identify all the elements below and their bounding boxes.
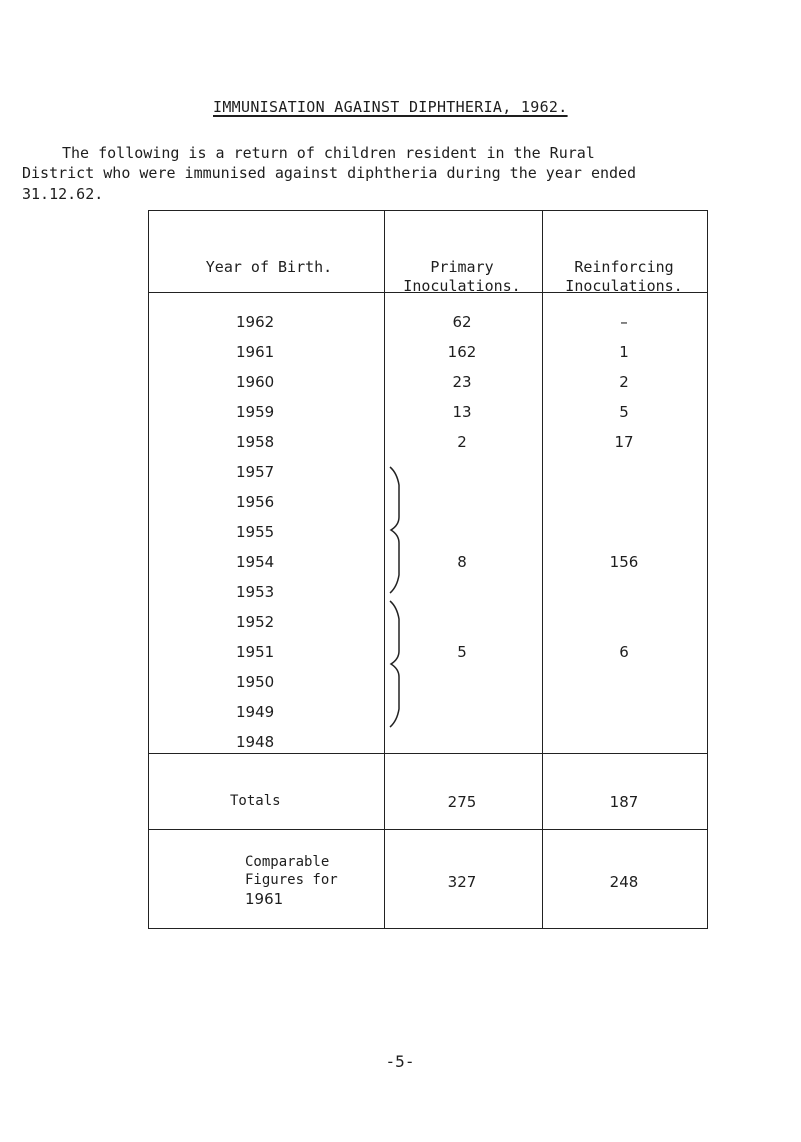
year-cell: 1948: [236, 733, 275, 751]
group-1952-1948-primary: 5: [457, 643, 467, 661]
primary-cell: 2: [457, 433, 467, 451]
group-1952-1948-brace: [388, 599, 404, 729]
totals-bottom-rule: [148, 829, 708, 830]
year-cell: 1956: [236, 493, 275, 511]
group-1957-1953-primary: 8: [457, 553, 467, 571]
totals-label: Totals: [230, 793, 281, 809]
group-1957-1953-brace: [388, 465, 404, 595]
year-cell: 1951: [236, 643, 275, 661]
table-top-rule: [148, 210, 708, 211]
intro-line-1: The following is a return of children resident in the Rural: [62, 144, 595, 162]
year-cell: 1962: [236, 313, 275, 331]
comparable-reinforcing: 248: [609, 873, 639, 891]
table-left-rule: [148, 210, 149, 928]
page-number: -5-: [385, 1052, 415, 1071]
year-cell: 1953: [236, 583, 275, 601]
reinforcing-cell: 17: [614, 433, 634, 451]
comparable-label-line-1: Comparable: [245, 854, 330, 870]
primary-cell: 162: [447, 343, 477, 361]
group-1957-1953-reinforcing: 156: [609, 553, 639, 571]
year-cell: 1955: [236, 523, 275, 541]
table-bottom-rule: [148, 928, 708, 929]
reinforcing-cell: 2: [619, 373, 629, 391]
intro-line-3: 31.12.62.: [22, 185, 104, 203]
reinforcing-cell: 1: [619, 343, 629, 361]
group-1952-1948-reinforcing: 6: [619, 643, 629, 661]
year-cell: 1957: [236, 463, 275, 481]
primary-cell: 62: [452, 313, 472, 331]
header-primary-line-2: Inoculations.: [403, 277, 521, 295]
column-rule-2: [542, 210, 543, 928]
year-cell: 1959: [236, 403, 275, 421]
year-cell: 1952: [236, 613, 275, 631]
totals-primary: 275: [447, 793, 477, 811]
comparable-label-line-3: 1961: [245, 890, 284, 908]
primary-cell: 23: [452, 373, 472, 391]
header-year-of-birth: Year of Birth.: [205, 258, 333, 276]
comparable-primary: 327: [447, 873, 477, 891]
year-cell: 1949: [236, 703, 275, 721]
reinforcing-cell: –: [620, 313, 628, 331]
body-bottom-rule: [148, 753, 708, 754]
comparable-label-line-2: Figures for: [245, 872, 338, 888]
column-rule-1: [384, 210, 385, 928]
reinforcing-cell: 5: [619, 403, 629, 421]
primary-cell: 13: [452, 403, 472, 421]
header-reinforcing-line-2: Inoculations.: [565, 277, 683, 295]
totals-reinforcing: 187: [609, 793, 639, 811]
year-cell: 1950: [236, 673, 275, 691]
header-reinforcing-line-1: Reinforcing: [574, 258, 674, 276]
header-primary-line-1: Primary: [430, 258, 494, 276]
table-right-rule: [707, 210, 708, 928]
year-cell: 1961: [236, 343, 275, 361]
year-cell: 1954: [236, 553, 275, 571]
year-cell: 1958: [236, 433, 275, 451]
intro-line-2: District who were immunised against diphtheria during the year ended: [22, 164, 637, 182]
year-cell: 1960: [236, 373, 275, 391]
page-title: IMMUNISATION AGAINST DIPHTHERIA, 1962.: [213, 98, 568, 116]
